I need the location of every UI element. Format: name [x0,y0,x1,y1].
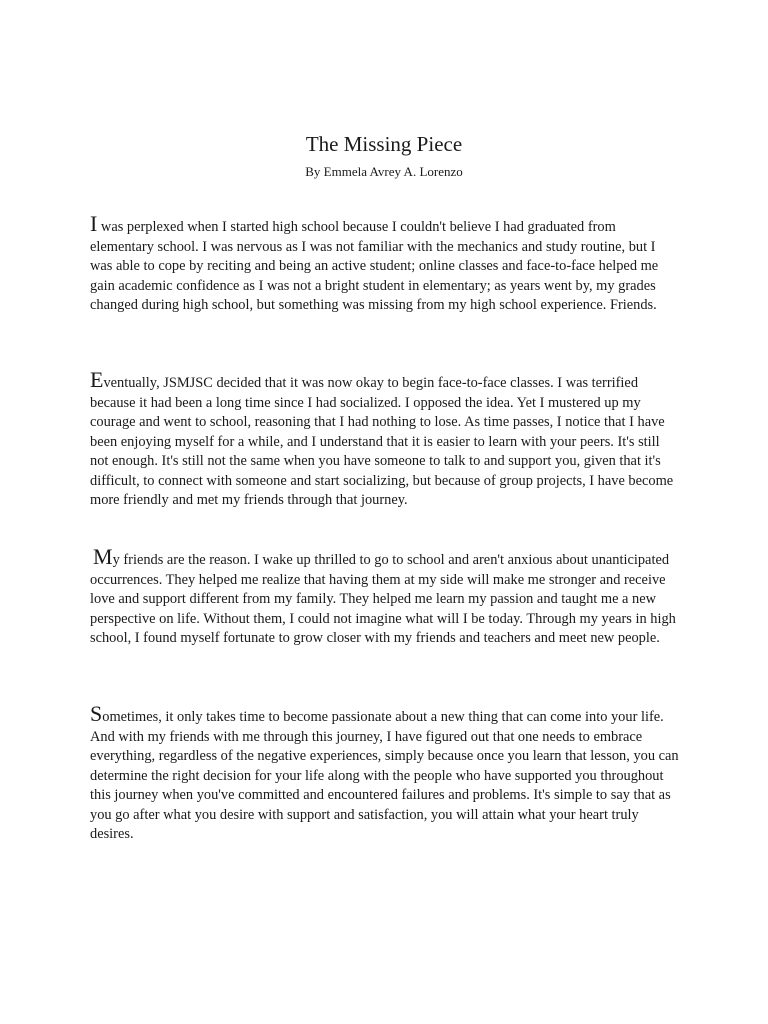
document-title: The Missing Piece [305,132,463,156]
paragraph-3-initial: M [93,544,113,569]
paragraph-3-text: y friends are the reason. I wake up thrilled to go to school and aren't anxious about unanticipated occurrences. They helped me realize that having them at my side will make me stronger and receive love and support different from my family. They helped me learn my passion and taught me a new perspective on life. Without them, I could not imagine what will I be today. Through my years in high school, I found myself fortunate to grow closer with my friends and teachers and meet new people. [90,552,676,646]
document-byline: By Emmela Avrey A. Lorenzo [305,164,463,179]
paragraph-1 [90,211,680,316]
paragraph-3 [90,544,680,649]
paragraph-2-text: ventually, JSMJSC decided that it was now okay to begin face-to-face classes. I was terrified because it had been a long time since I had socialized. I opposed the idea. Yet I mustered up my courage and went to school, reasoning that I had nothing to lose. As time passes, I notice that I have been enjoying myself for a while, and I understand that it is easier to learn with your peers. It's still not enough. It's still not the same when you have someone to talk to and support you, given that it's difficult, to connect with someone and start socializing, but because of group projects, I have become more friendly and met my friends through that journey. [90,375,674,508]
paragraph-1-text: was perplexed when I started high school because I couldn't believe I had graduated from elementary school. I was nervous as I was not familiar with the mechanics and study routine, but I was able to cope by reciting and being an active student; online classes and face-to-face helped me gain academic confidence as I was not a bright student in elementary; as years went by, my grades changed during high school, but something was missing from my high school experience. Friends. [90,219,659,313]
paragraph-4-initial: S [90,701,103,726]
paragraph-2-initial: E [90,367,104,392]
paragraph-2 [90,367,680,511]
paragraph-4-text: ometimes, it only takes time to become passionate about a new thing that can come into your life. And with my friends with me through this journey, I have figured out that one needs to embrace everything, regardless of the negative experiences, simply because once you learn that lesson, you can determine the right decision for your life along with the people who have supported you throughout this journey when you've committed and encountered failures and problems. It's simple to say that as you go after what you desire with support and satisfaction, you will attain what your heart truly desires. [90,709,679,842]
paragraph-1-initial: I [90,211,98,236]
paragraph-4 [90,701,680,845]
